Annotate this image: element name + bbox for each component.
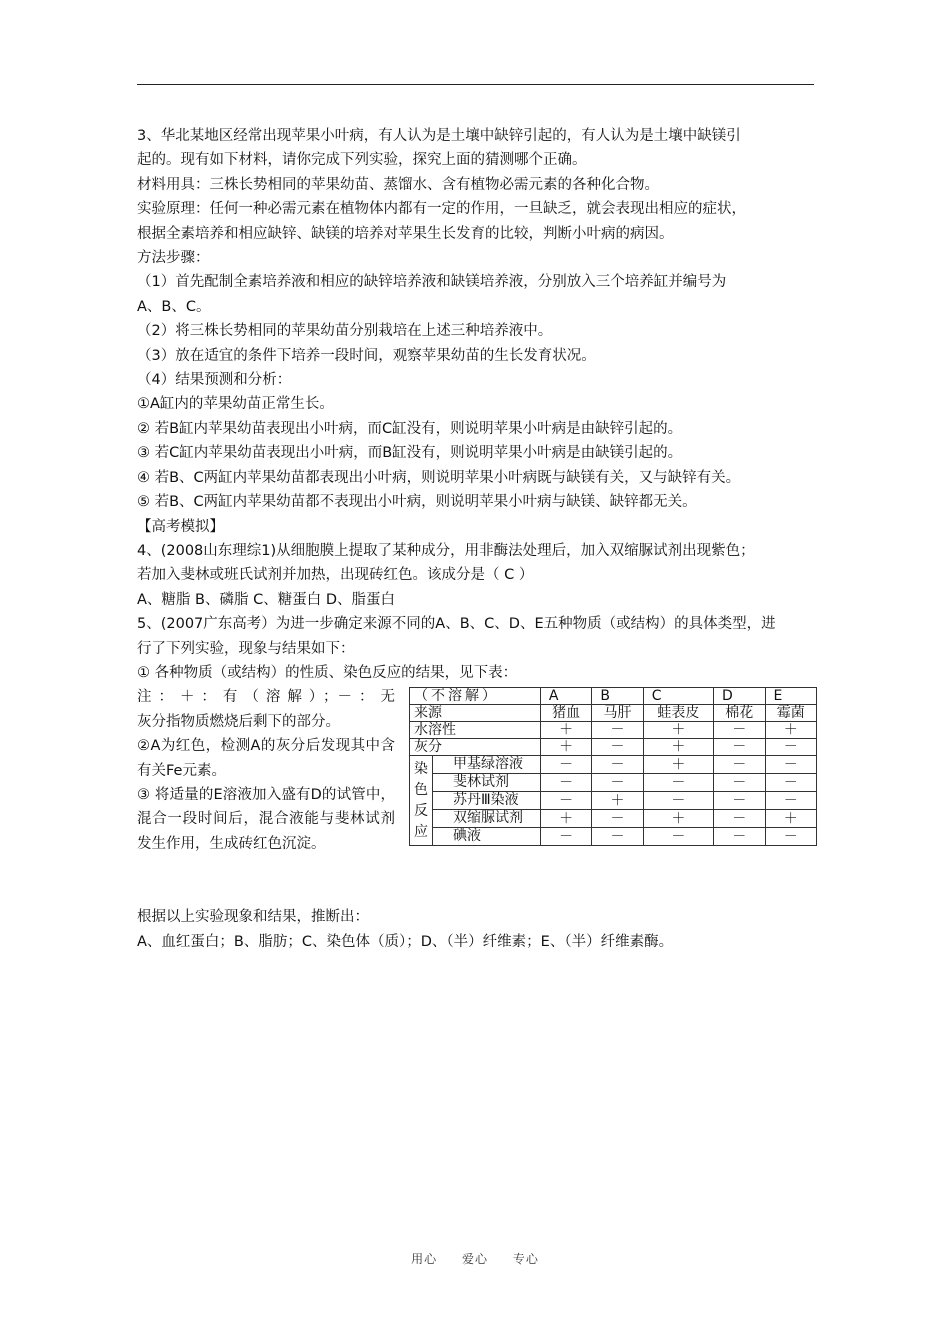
- table-cell: －: [592, 828, 643, 846]
- header-d: D: [714, 688, 765, 705]
- q3-method: 方法步骤：: [137, 250, 210, 267]
- stain-label-biuret: 双缩脲试剂: [433, 810, 540, 828]
- footer-word: 用心: [411, 1252, 438, 1266]
- q5-table-section: [137, 685, 817, 905]
- footer-word: 专心: [512, 1252, 539, 1266]
- footer-word: 爱心: [461, 1252, 488, 1266]
- table-row-solubility: [410, 722, 817, 739]
- note-continuation: （不溶解）: [410, 688, 541, 705]
- table-cell: －: [592, 722, 643, 739]
- table-cell: ＋: [540, 810, 591, 828]
- q5-note2: 灰分指物质燃烧后剩下的部分。: [137, 713, 340, 730]
- row-label: 来源: [410, 705, 541, 722]
- table-cell: ＋: [540, 739, 591, 756]
- table-cell: －: [765, 828, 817, 846]
- table-cell: －: [714, 810, 765, 828]
- source-c: 蛙表皮: [643, 705, 713, 722]
- stain-label-cell: [410, 756, 541, 846]
- q3-result2: ② 若B缸内苹果幼苗表现出小叶病，而C缸没有，则说明苹果小叶病是由缺锌引起的。: [137, 420, 683, 437]
- q4-line2: 若加入斐林或班氏试剂并加热，出现砖红色。该成分是（ C ）: [137, 567, 534, 584]
- table-cell: －: [592, 774, 643, 792]
- table-cell: －: [765, 774, 817, 792]
- table-cell: －: [714, 828, 765, 846]
- source-d: 棉花: [714, 705, 765, 722]
- q3-result3: ③ 若C缸内苹果幼苗表现出小叶病，而B缸没有，则说明苹果小叶病是由缺镁引起的。: [137, 445, 683, 462]
- table-cell: ＋: [643, 739, 713, 756]
- q3-principle1: 实验原理：任何一种必需元素在植物体内都有一定的作用，一旦缺乏，就会表现出相应的症状，: [137, 201, 746, 218]
- table-cell: －: [540, 774, 591, 792]
- table-cell: －: [714, 739, 765, 756]
- q3-principle2: 根据全素培养和相应缺锌、缺镁的培养对苹果生长发育的比较，判断小叶病的病因。: [137, 225, 674, 242]
- q3-result4: ④ 若B、C两缸内苹果幼苗都表现出小叶病，则说明苹果小叶病既与缺镁有关，又与缺锌有关。: [137, 469, 741, 486]
- table-cell: －: [540, 756, 591, 774]
- table-row-ash: [410, 739, 817, 756]
- q5-line1: 5、(2007广东高考）为进一步确定来源不同的A、B、C、D、E五种物质（或结构）的具体类型，进: [137, 616, 776, 633]
- row-label: 灰分: [410, 739, 541, 756]
- q5-note1: 注：＋：有（溶解）；－：无: [137, 689, 395, 706]
- table-cell: －: [714, 756, 765, 774]
- row-label: 水溶性: [410, 722, 541, 739]
- table-cell: －: [592, 739, 643, 756]
- header-c: C: [643, 688, 713, 705]
- q3-step1a: （1）首先配制全素培养液和相应的缺锌培养液和缺镁培养液，分别放入三个培养缸并编号为: [137, 274, 727, 291]
- q5-line2: 行了下列实验，现象与结果如下：: [137, 640, 355, 657]
- source-e: 霉菌: [765, 705, 817, 722]
- q3-step2: （2）将三株长势相同的苹果幼苗分别栽培在上述三种培养液中。: [137, 323, 553, 340]
- table-cell: －: [643, 774, 713, 792]
- table-cell: ＋: [643, 810, 713, 828]
- table-cell: －: [540, 792, 591, 810]
- q3-line2: 起的。现有如下材料，请你完成下列实验，探究上面的猜测哪个正确。: [137, 152, 587, 169]
- stain-label-iodine: 碘液: [453, 828, 481, 845]
- table-cell: －: [592, 810, 643, 828]
- header-rule: [137, 84, 814, 85]
- table-header-row: [410, 688, 817, 705]
- stain-group-label: 染 色 反 应: [410, 756, 433, 845]
- q5-line3: ① 各种物质（或结构）的性质、染色反应的结果，见下表：: [137, 664, 518, 681]
- header-e: E: [765, 688, 817, 705]
- source-a: 猪血: [540, 705, 591, 722]
- table-cell: －: [765, 739, 817, 756]
- document-body: [137, 124, 817, 954]
- table-cell: －: [714, 774, 765, 792]
- q3-materials: 材料用具：三株长势相同的苹果幼苗、蒸馏水、含有植物必需元素的各种化合物。: [137, 176, 659, 193]
- table-cell: －: [643, 828, 713, 846]
- results-table: [409, 687, 817, 846]
- q4-line1: 4、(2008山东理综1)从细胞膜上提取了某种成分，用非酶法处理后，加入双缩脲试剂出现紫色；: [137, 542, 755, 559]
- q3-step4: （4）结果预测和分析：: [137, 372, 292, 389]
- stain-label-sudan: 苏丹Ⅲ染液: [433, 792, 540, 810]
- q5-notes: [137, 685, 395, 856]
- q3-line1: 3、华北某地区经常出现苹果小叶病，有人认为是土壤中缺锌引起的，有人认为是土壤中缺镁引: [137, 128, 741, 144]
- header-a: A: [540, 688, 591, 705]
- table-cell: ＋: [643, 722, 713, 739]
- table-cell: －: [714, 792, 765, 810]
- section-heading: 【高考模拟】: [137, 518, 224, 535]
- table-row-source: [410, 705, 817, 722]
- table-cell: ＋: [592, 792, 643, 810]
- table-cell: ＋: [643, 756, 713, 774]
- q5-answer: A、血红蛋白；B、脂肪；C、染色体（质）；D、（半）纤维素；E、（半）纤维素酶。: [137, 933, 674, 950]
- q4-options: A、糖脂 B、磷脂 C、糖蛋白 D、脂蛋白: [137, 591, 395, 608]
- table-cell: －: [714, 722, 765, 739]
- table-cell: －: [592, 756, 643, 774]
- q3-result5: ⑤ 若B、C两缸内苹果幼苗都不表现出小叶病，则说明苹果小叶病与缺镁、缺锌都无关。: [137, 494, 697, 511]
- table-row-stain: [410, 756, 817, 774]
- table-cell: ＋: [765, 722, 817, 739]
- q3-step1b: A、B、C。: [137, 298, 211, 315]
- table-cell: －: [643, 792, 713, 810]
- source-b: 马肝: [592, 705, 643, 722]
- q3-result1: ①A缸内的苹果幼苗正常生长。: [137, 396, 334, 413]
- table-cell: ＋: [540, 722, 591, 739]
- stain-label-methyl-green: 甲基绿溶液: [433, 756, 540, 774]
- page-footer: [0, 1250, 950, 1267]
- q5-point3: ③ 将适量的E溶液加入盛有D的试管中，混合一段时间后，混合液能与斐林试剂发生作用，生成砖红色沉淀。: [137, 786, 395, 852]
- table-cell: －: [540, 828, 591, 846]
- header-b: B: [592, 688, 643, 705]
- table-cell: －: [765, 756, 817, 774]
- q3-step3: （3）放在适宜的条件下培养一段时间，观察苹果幼苗的生长发育状况。: [137, 347, 596, 364]
- q5-conclusion-intro: 根据以上实验现象和结果，推断出：: [137, 909, 369, 926]
- stain-label-fehling: 斐林试剂: [433, 774, 540, 792]
- q5-point2: ②A为红色，检测A的灰分后发现其中含有关Fe元素。: [137, 738, 395, 779]
- table-cell: －: [765, 792, 817, 810]
- table-cell: ＋: [765, 810, 817, 828]
